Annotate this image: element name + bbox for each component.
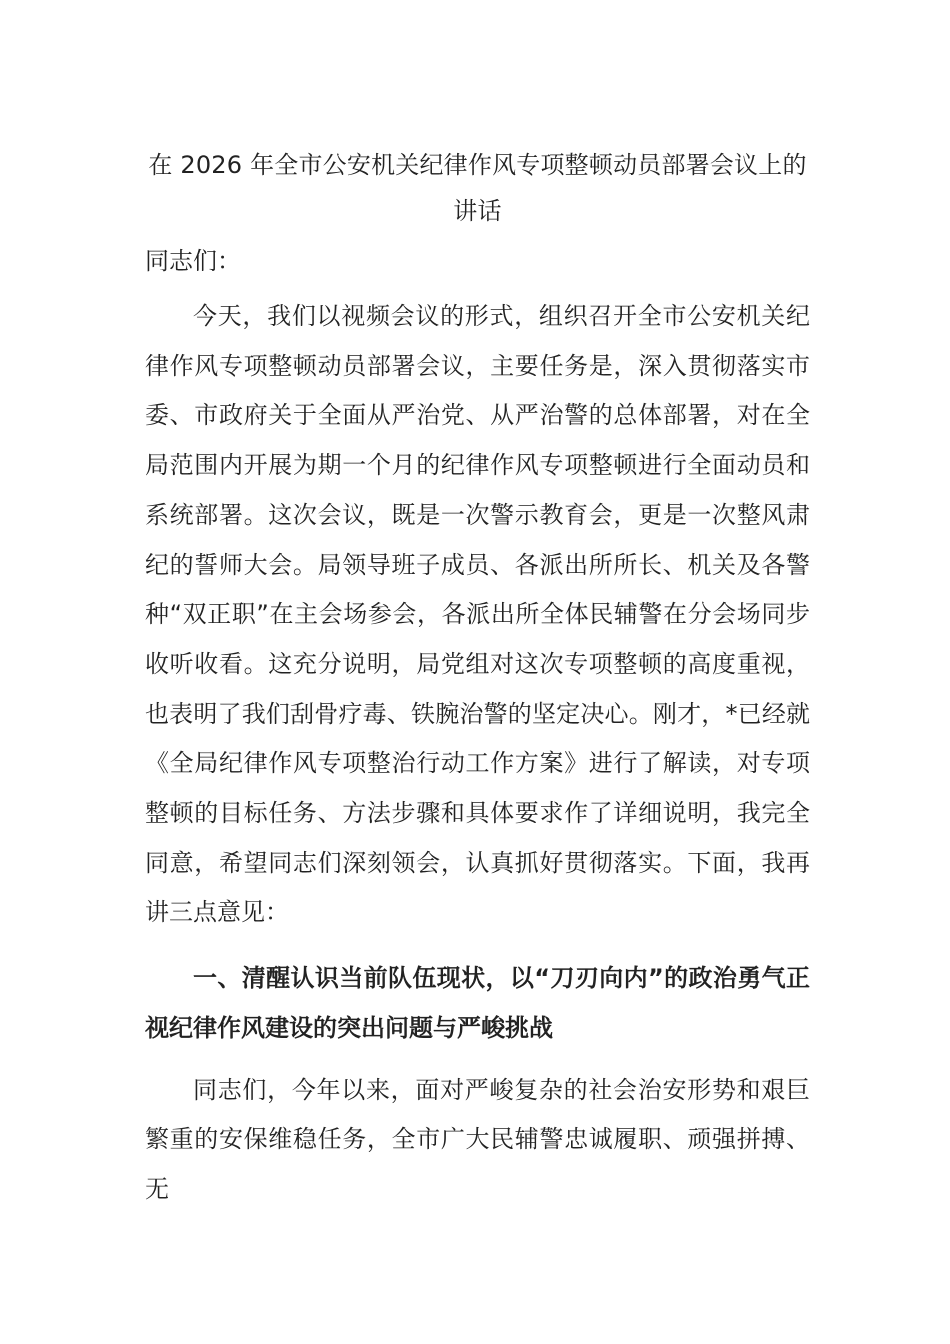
title-line-2: 讲话 bbox=[453, 197, 502, 225]
section-heading-1: 一、清醒认识当前队伍现状，以“刀刃向内”的政治勇气正视纪律作风建设的突出问题与严峻挑战 bbox=[145, 964, 810, 1042]
salutation: 同志们： bbox=[145, 247, 241, 275]
title-line-1: 在 2026 年全市公安机关纪律作风专项整顿动员部署会议上的 bbox=[148, 151, 807, 179]
paragraph-intro: 今天，我们以视频会议的形式，组织召开全市公安机关纪律作风专项整顿动员部署会议，主要任务是，深入贯彻落实市委、市政府关于全面从严治党、从严治警的总体部署，对在全局范围内开展为期一个月的纪律作风专项整顿进行全面动员和系统部署。这次会议，既是一次警示教育会，更是一次整风肃纪的誓师大会。局领导班子成员、各派出所所长、机关及各警种“双正职”在主会场参会，各派出所全体民辅警在分会场同步收听收看。这充分说明，局党组对这次专项整顿的高度重视，也表明了我们刮骨疗毒、铁腕治警的坚定决心。刚才，*已经就《全局纪律作风专项整治行动工作方案》进行了解读，对专项整顿的目标任务、方法步骤和具体要求作了详细说明，我完全同意，希望同志们深刻领会，认真抓好贯彻落实。下面，我再讲三点意见： bbox=[145, 302, 810, 927]
document-title bbox=[145, 142, 810, 234]
paragraph-section-1: 同志们，今年以来，面对严峻复杂的社会治安形势和艰巨繁重的安保维稳任务，全市广大民辅警忠诚履职、顽强拼搏、无 bbox=[145, 1075, 810, 1203]
document-body bbox=[145, 142, 810, 1215]
